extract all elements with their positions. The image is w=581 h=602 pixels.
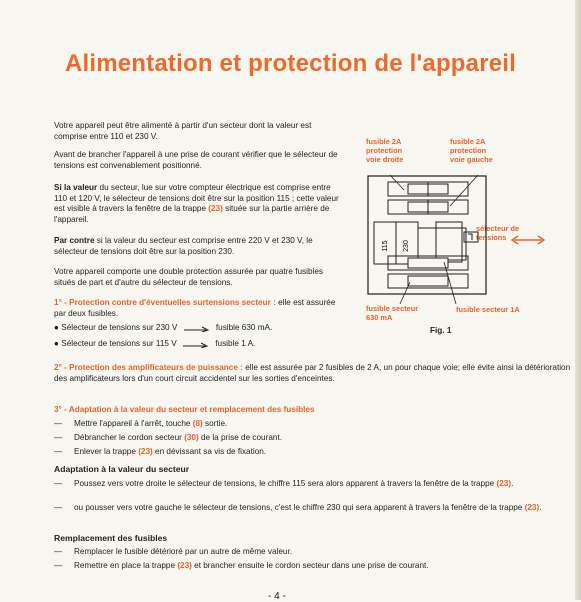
section1-heading: 1° - Protection contre d'éventuelles surtensions secteur :	[54, 298, 276, 307]
section1-heading-rest: elle est assurée par deux fusibles.	[54, 298, 336, 318]
bullet-right-text: fusible 1 A.	[215, 339, 256, 348]
intro-p4-bold: Par contre	[54, 236, 95, 245]
dash-icon: —	[54, 433, 63, 442]
item-text: Débrancher le cordon secteur	[74, 433, 185, 442]
intro-paragraph-1: Votre appareil peut être alimenté à partir d'un secteur dont la valeur est comprise entre 110 et 230 V.	[54, 121, 312, 141]
selector-label-115: 115	[382, 240, 389, 252]
intro-p3-bold: Si la valeur	[54, 183, 98, 192]
fuse-panel-diagram	[360, 170, 560, 310]
item-text-end: .	[511, 479, 514, 488]
section3-item-2	[54, 433, 574, 444]
section3-heading	[54, 405, 572, 416]
ref-30: (30)	[184, 433, 199, 442]
bullet-left-text: Sélecteur de tensions sur 115 V	[61, 339, 177, 348]
adaptation-item-1	[54, 479, 574, 490]
fig-label-line: voie droite	[366, 155, 404, 164]
dash-icon: —	[54, 479, 63, 488]
selector-label-230: 230	[403, 240, 410, 252]
section1-bullet-1	[54, 323, 272, 334]
intro-paragraph-5: Votre appareil comporte une double protection assurée par quatre fusibles situés de part et d'autre du sélecteur de tensions.	[54, 267, 323, 287]
section2-heading: 2° - Protection des amplificateurs de puissance :	[54, 363, 243, 372]
item-text: Mettre l'appareil à l'arrêt, touche	[74, 419, 193, 428]
figure-caption: Fig. 1	[430, 326, 452, 335]
fuse-top-row-2	[388, 200, 468, 214]
item-text: Remplacer le fusible détérioré par un autre de même valeur.	[74, 547, 292, 556]
fuse-bottom-row-1	[388, 256, 468, 270]
remplacement-item-1	[54, 547, 574, 558]
fig-label-line: tensions	[476, 233, 507, 242]
dash-icon: —	[54, 447, 63, 456]
dash-icon: —	[54, 503, 63, 512]
section2-text: elle est assurée par 2 fusibles de 2 A, un pour chaque voie; elle évite ainsi la détérioration des amplificateurs lors d'un court circuit accidentel sur les sorties d'enceintes.	[54, 363, 571, 383]
dash-icon: —	[54, 419, 63, 428]
section2-paragraph	[54, 363, 572, 384]
dash-icon: —	[54, 561, 63, 570]
leader-line	[400, 282, 410, 304]
ref-23: (23)	[496, 479, 512, 488]
dash-icon: —	[54, 547, 63, 556]
intro-paragraph-2: Avant de brancher l'appareil à une prise de courant vérifier que le sélecteur de tensions est convenablement positionné.	[54, 150, 338, 170]
item-text: Poussez vers votre droite le sélecteur de tensions, le chiffre 115 sera alors apparent à travers la fenêtre de la trappe	[74, 479, 497, 488]
item-text-end: sortie.	[202, 419, 228, 428]
section3-item-3	[54, 447, 574, 458]
bullet-right-text: fusible 630 mA.	[215, 323, 273, 332]
fig-label-fuse-left	[450, 137, 493, 164]
fig-label-fuse-mains-1a: fusible secteur 1A	[456, 305, 520, 314]
fig-label-line: sélecteur de	[476, 224, 520, 233]
fig-label-fuse-right	[366, 137, 403, 164]
page-title: Alimentation et protection de l'appareil	[64, 50, 517, 77]
page-edge-shadow	[575, 0, 581, 600]
item-text-end: en dévissant sa vis de fixation.	[152, 447, 267, 456]
fuse-bottom-row-2	[388, 274, 468, 288]
double-arrow-icon	[512, 236, 544, 244]
arrow-right-icon	[183, 340, 209, 348]
fig-label-line: protection	[450, 146, 487, 155]
intro-paragraph-3	[54, 183, 344, 225]
section3-heading-text: 3° - Adaptation à la valeur du secteur et remplacement des fusibles	[54, 405, 315, 414]
item-text: Enlever la trappe	[74, 447, 139, 456]
bullet-icon: ●	[54, 323, 59, 332]
section3-item-1	[54, 419, 574, 430]
adaptation-heading: Adaptation à la valeur du secteur	[54, 464, 190, 474]
intro-paragraph-4	[54, 236, 344, 257]
intro-p3-text-a: du secteur, lue sur votre compteur électrique est comprise entre 110 et 120 V, le sélecteur de tensions doit être sur la position 115 ; cette valeur est visible à travers la fenêtre de la trappe	[54, 183, 339, 214]
bullet-left-text: Sélecteur de tensions sur 230 V	[61, 323, 178, 332]
item-text: ou pousser vers votre gauche le sélecteur de tensions, c'est le chiffre 230 qui sera apparent à travers la fenêtre de la trappe	[74, 503, 525, 512]
intro-p4-text: si la valeur du secteur est comprise entre 220 V et 230 V, le sélecteur de tensions doit être sur la position 230.	[54, 236, 313, 256]
item-text-end: de la prise de courant.	[198, 433, 282, 442]
intro-p3-text-b: située sur la partie arrière de l'appareil.	[54, 204, 330, 224]
fuse-top-row-1	[388, 182, 468, 196]
item-text: Remettre en place la trappe	[74, 561, 178, 570]
page-number: - 4 -	[268, 591, 286, 602]
ref-23: (23)	[524, 503, 540, 512]
fig-label-line: voie gauche	[450, 155, 493, 164]
remplacement-item-2	[54, 561, 574, 572]
adaptation-item-2	[54, 503, 574, 514]
item-text-end: et brancher ensuite le cordon secteur dans une prise de courant.	[191, 561, 429, 570]
section1-paragraph	[54, 298, 344, 319]
fig-label-line: fusible 2A	[450, 137, 486, 146]
ref-8: (8)	[192, 419, 203, 428]
ref-23: (23)	[208, 204, 223, 214]
fig-label-line: fusible secteur	[366, 304, 419, 313]
fig-label-line: fusible 2A	[366, 137, 402, 146]
section1-bullet-2	[54, 339, 255, 350]
remplacement-heading: Remplacement des fusibles	[54, 533, 168, 543]
ref-23: (23)	[177, 561, 192, 570]
fig-label-line: protection	[366, 146, 403, 155]
bullet-icon: ●	[54, 339, 59, 348]
ref-23: (23)	[138, 447, 153, 456]
item-text-end: .	[539, 503, 542, 512]
leader-line	[450, 175, 478, 206]
arrow-right-icon	[184, 324, 210, 332]
fig-label-line: 630 mA	[366, 313, 393, 322]
